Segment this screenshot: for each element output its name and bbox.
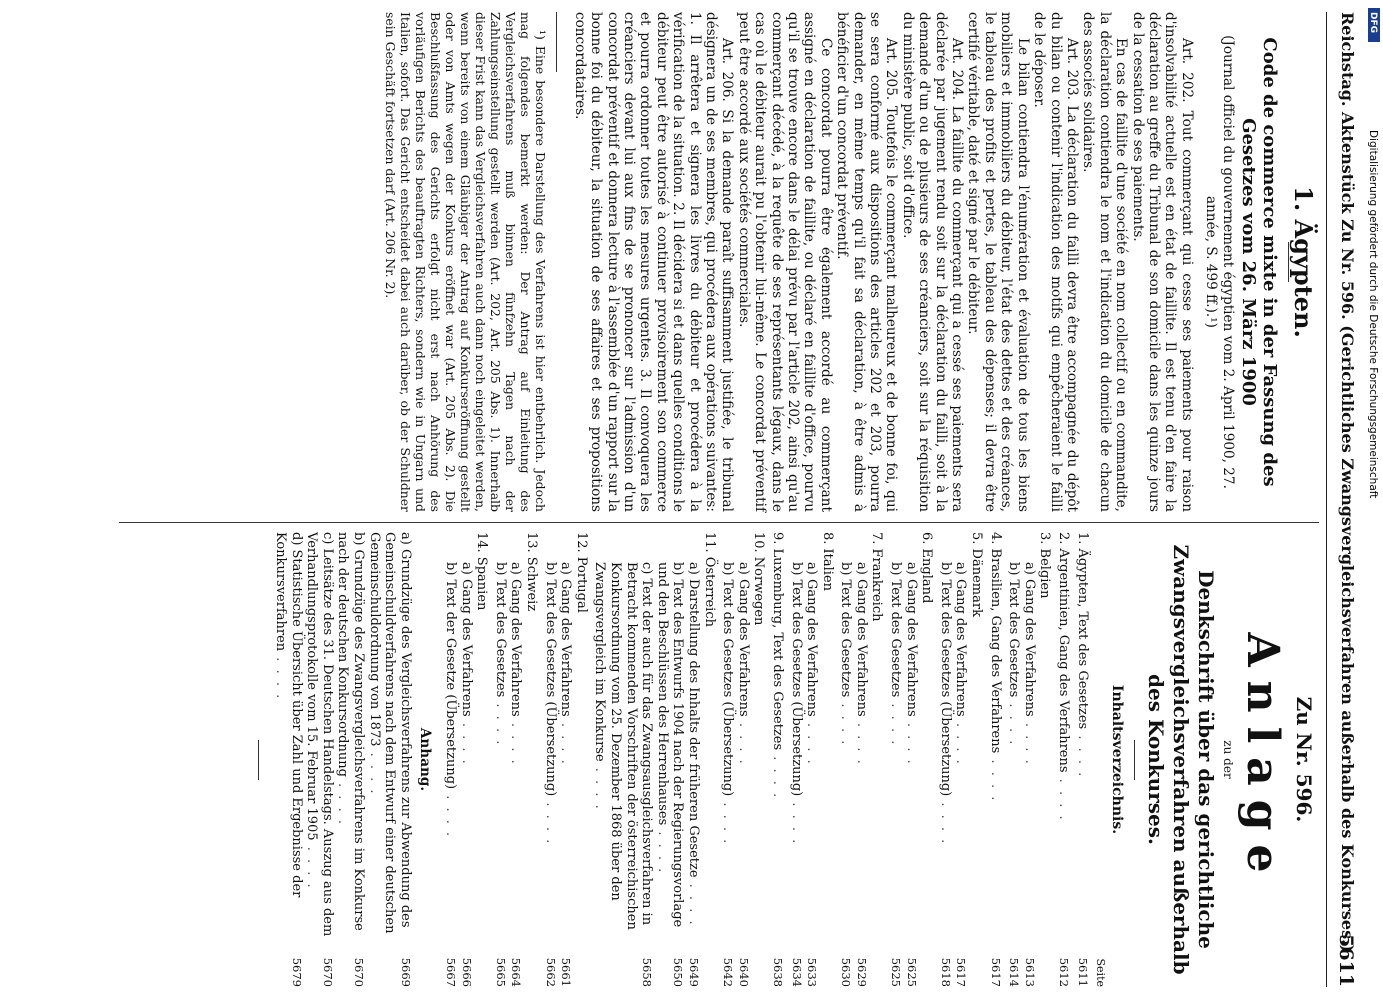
toc-entry	[751, 532, 767, 987]
anlage-title: Anlage	[1237, 632, 1289, 887]
paragraph-art-205: Art. 205. Toutefois le commerçant malheureux et de bonne foi, qui se sera conformé aux dispositions des articles 202 et 203, pourra demander, en même temps qu'il fait sa déclaration, à être admis à bénéficier d'un concordat préventif.	[834, 12, 900, 512]
toc-entry-label: a) Gang des Verfahrens	[1021, 562, 1037, 717]
anhang-list	[273, 532, 413, 987]
paragraph-art-202: Art. 202. Tout commerçant qui cesse ses paiements pour raison d'insolvabilité actuelle est en état de faillite. Il est tenu d'en faire la déclaration au greffe du Tribunal de son domicile dans les quinze jours de la cessation de ses paiements.	[1129, 12, 1195, 512]
digitization-note-text: Digitalisierung gefördert durch die Deutsche Forschungsgemeinschaft	[1367, 130, 1379, 499]
toc-entry-label: 12. Portugal	[573, 532, 589, 613]
toc-entry-label: b) Text des Gesetzes	[888, 562, 904, 698]
toc-entry-label: 9. Luxemburg, Text des Gesetzes	[769, 532, 785, 751]
toc-entry-label: b) Grundzüge des Zwangsvergleichsverfahrens im Konkurse nach der deutschen Konkursordnung	[335, 532, 367, 931]
toc-entry-label: b) Text des Entwurfs 1904 nach der Regierungsvorlage und den Beschlüssen des Herrenhauses	[654, 562, 686, 928]
toc-entry-label: a) Gang des Verfahrens	[903, 562, 919, 717]
toc-heading: Inhaltsverzeichnis.	[1108, 684, 1125, 835]
toc-entry-label: 14. Spanien	[474, 532, 490, 611]
toc-entry-label: b) Text des Gesetzes (Übersetzung)	[788, 562, 804, 797]
toc-leader-dots: . . . .	[1056, 772, 1072, 822]
code-title: Code de commerce mixte in der Fassung des Gesetzes vom 26. März 1900	[1237, 37, 1280, 487]
digitization-note	[1367, 130, 1381, 980]
toc-entry	[888, 532, 904, 987]
section-heading-egypt: 1. Ägypten.	[1289, 186, 1318, 338]
egypt-column	[383, 12, 1318, 512]
toc-entry	[573, 532, 589, 987]
toc-entry-page: 5665	[493, 957, 508, 987]
toc-entry-label: c) Text der auch für das Zwangsausgleichsverfahren in Betracht kommenden Vorschriften der österreichischen Konkursordnung vom 25. Dezember 1868 über den Zwangsvergleich im Konkurse	[592, 562, 655, 930]
toc-entry-page: 5679	[289, 957, 304, 987]
toc-entry	[523, 532, 539, 987]
toc-entry-label: 2. Argentinien, Gang des Verfahrens	[1056, 532, 1072, 773]
toc-leader-dots: . . . .	[838, 697, 854, 747]
toc-entry	[853, 532, 869, 987]
toc-entry	[685, 532, 701, 987]
toc-entry-label: a) Gang des Verfahrens	[953, 562, 969, 717]
toc-entry-label: b) Text des Gesetzes	[1006, 562, 1022, 698]
toc-entry	[1037, 532, 1053, 987]
toc-entry-label: b) Text des Gesetzes (Übersetzung)	[720, 562, 736, 797]
toc-entry-label: a) Gang des Verfahrens	[735, 562, 751, 717]
toc-leader-dots: . . . .	[1006, 697, 1022, 747]
toc-leader-dots: . . . .	[1021, 716, 1037, 766]
toc-entry-page: 5618	[938, 957, 953, 987]
toc-entry-label: 1. Ägypten, Text des Gesetzes	[1074, 532, 1090, 730]
toc-entry-label: b) Text der Gesetze (Übersetzung)	[443, 562, 459, 790]
paragraph-art-205-2: Ce concordat pourra être également accordé au commerçant assigné en déclaration de faillite, ou déclaré en faillite d'office, pourvu qu'il se trouve encore dans le délai prévu par l'article 202, ainsi qu'au commerçant décédé, à la requête de ses représentants légaux, dans le cas où le débiteur aurait pu l'obtenir lui-même. Le concordat préventif peut être accordé aux sociétés commerciales.	[735, 12, 834, 512]
toc-leader-dots: . . . .	[335, 776, 351, 826]
toc-leader-dots: . . . .	[720, 796, 736, 846]
anhang-heading: Anhang.	[417, 727, 434, 792]
dfg-logo	[1368, 8, 1380, 42]
toc-entry-label: c) Leitsätze des 31. Deutschen Handelstags. Auszug aus dem Verhandlungsprotokolle vom 15. Februar 1905	[304, 532, 335, 937]
toc-entry-page: 5650	[671, 957, 686, 987]
toc-entry	[508, 532, 524, 987]
zu-der: zu der	[1221, 740, 1236, 779]
zu-nr-heading: Zu Nr. 596.	[1292, 696, 1316, 823]
toc-entry-label: b) Text des Gesetzes	[492, 562, 508, 698]
toc-entry-page: 5664	[509, 957, 524, 987]
header-rule	[1326, 12, 1327, 987]
toc-entry-page: 5661	[559, 957, 574, 987]
toc-leader-dots: . . . .	[458, 716, 474, 766]
toc-entry-label: 10. Norwegen	[751, 532, 767, 626]
toc-entry-label: 5. Dänemark	[969, 532, 985, 617]
toc-entry	[769, 532, 785, 987]
toc-leader-dots: . . . .	[903, 716, 919, 766]
paragraph-art-202-2: En cas de faillite d'une société en nom collectif ou en commandite, la déclaration contiendra le nom et l'indication du domicile de chacun des associés solidaires.	[1080, 12, 1130, 512]
code-source: (Journal officiel du gouvernement égyptien vom 2. April 1900, 27. année, S. 499 ff.).¹)	[1203, 35, 1236, 489]
toc-entry-page: 5617	[954, 957, 969, 987]
short-rule	[1134, 740, 1135, 780]
toc-entry	[804, 532, 820, 987]
toc-entry	[701, 532, 717, 987]
toc-leader-dots: . . . .	[735, 716, 751, 766]
toc-entry	[968, 532, 984, 987]
toc-leader-dots: . . . .	[804, 716, 820, 766]
toc-entry	[654, 532, 685, 987]
toc-entry-page: 5612	[1057, 957, 1072, 987]
toc-entry	[735, 532, 751, 987]
toc-leader-dots: . . . .	[366, 746, 382, 796]
toc-seite-label: Seite	[1094, 958, 1108, 987]
toc-entry-page: 5634	[789, 957, 804, 987]
toc-entry-label: a) Gang des Verfahrens	[558, 562, 574, 717]
toc-entry-label: b) Text des Gesetzes (Übersetzung)	[937, 562, 953, 797]
toc-entry-page: 5625	[904, 957, 919, 987]
footnote: ¹) Eine besondere Darstellung des Verfahrens ist hier entbehrlich. Jedoch mag folgendes bemerkt werden: Der Antrag auf Einleitung des Vergleichsverfahrens muß binnen fünfzehn Tagen nach der Zahlungseinstellung gestellt werden (Art. 202, Art. 205 Abs. 1). Innerhalb dieser Frist kann das Vergleichsverfahren auch dann noch eingeleitet werden, wenn bereits von einem Gläubiger der Antrag auf Konkurseröffnung gestellt oder von Amts wegen der Konkurs eröffnet war (Art. 205 Abs. 2). Die Beschlußfassung des Gerichts erfolgt nicht erst nach Anhörung des vorläufigen Berichts des beauftragten Richters, sondern wie in Ungarn und Italien, sofort. Das Gericht entscheidet dabei auch darüber, ob der Schuldner sein Geschäft fortsetzen darf (Art. 206 Nr. 2).	[383, 12, 549, 512]
toc-entry-page: 5666	[459, 957, 474, 987]
toc-entry-page: 5670	[352, 957, 367, 987]
toc-entry-label: 6. England	[919, 532, 935, 604]
rotated-document-page	[63, 12, 1363, 987]
toc-entry-label: 11. Österreich	[701, 532, 717, 627]
toc-entry	[953, 532, 969, 987]
toc-entry	[819, 532, 835, 987]
toc-leader-dots: . . . .	[888, 697, 904, 747]
paragraph-art-203: Art. 203. La déclaration du failli devra être accompagnée du dépôt du bilan ou contenir l'indication des motifs qui empêcheraient le failli de le déposer.	[1031, 12, 1080, 512]
toc-entry	[919, 532, 935, 987]
toc-entry-page: 5638	[770, 957, 785, 987]
toc-leader-dots: . . . .	[542, 796, 558, 846]
toc-entry	[788, 532, 804, 987]
toc-entry	[987, 532, 1003, 987]
toc-leader-dots: . . . .	[443, 789, 459, 839]
toc-entry	[442, 532, 458, 987]
toc-entry	[720, 532, 736, 987]
toc-entry-page: 5613	[1022, 957, 1037, 987]
toc-entry	[492, 532, 508, 987]
toc-leader-dots: . . . .	[788, 796, 804, 846]
toc-entry	[273, 532, 304, 987]
toc-entry	[1074, 532, 1090, 987]
page-number: 5611	[1335, 934, 1357, 987]
toc-leader-dots: . . . .	[492, 697, 508, 747]
toc-entry-page: 5642	[721, 957, 736, 987]
toc-entry-page: 5658	[640, 957, 655, 987]
toc-leader-dots: . . . .	[853, 716, 869, 766]
denkschrift-title: Denkschrift über das gerichtliche Zwangsvergleichsverfahren außerhalb des Konkurses.	[1143, 544, 1218, 975]
column-divider	[119, 522, 1319, 523]
anlage-column	[258, 532, 1315, 987]
toc-entry	[838, 532, 854, 987]
paragraph-art-203-2: Le bilan contiendra l'énumération et évaluation de tous les biens mobiliers et immobiliers du débiteur, l'état des dettes et des créances, le tableau des profits et pertes, le tableau des dépenses; il devra être certifié véritable, daté et signé par le débiteur.	[965, 12, 1031, 512]
toc-entry-label: 13. Schweiz	[524, 532, 540, 612]
toc-leader-dots: . . . .	[508, 716, 524, 766]
toc-entry-label: 8. Italien	[819, 532, 835, 592]
toc-entry	[1021, 532, 1037, 987]
running-header-title: Reichstag. Aktenstück Zu Nr. 596. (Gerichtliches Zwangsvergleichsverfahren außerhalb des Konkurses.)	[1338, 12, 1357, 953]
toc-entry-label: a) Gang des Verfahrens	[804, 562, 820, 717]
toc-entry-label: b) Text des Gesetzes (Übersetzung)	[542, 562, 558, 797]
toc-entry-label: a) Gang des Verfahrens	[458, 562, 474, 717]
toc-entry	[542, 532, 558, 987]
toc-entry	[335, 532, 366, 987]
toc-entry-page: 5629	[854, 957, 869, 987]
toc-entry-label: b) Text des Gesetzes	[838, 562, 854, 698]
footnote-rule	[556, 12, 557, 72]
toc-entry-page: 5617	[988, 957, 1003, 987]
toc-entry	[366, 532, 413, 987]
toc-entry-label: 4. Brasilien, Gang des Verfahrens	[987, 532, 1003, 754]
toc-entry	[304, 532, 335, 987]
toc-entry-page: 5670	[320, 957, 335, 987]
toc-entry	[869, 532, 885, 987]
toc-entry-page: 5640	[736, 957, 751, 987]
toc-leader-dots: . . . .	[304, 840, 320, 890]
toc-entry	[1006, 532, 1022, 987]
toc-leader-dots: . . . .	[558, 716, 574, 766]
end-rule	[258, 740, 259, 780]
toc-leader-dots: . . . .	[937, 796, 953, 846]
toc-entry-label: d) Statistische Übersicht über Zahl und Ergebnisse der Konkursverfahren	[273, 532, 304, 898]
toc-entry	[474, 532, 490, 987]
toc-entry-label: a) Grundzüge des Vergleichsverfahrens zur Abwendung des Gemeinschuldverfahrens nach dem Entwurf einer deutschen Gemeinschuldordnung von 1873	[366, 532, 413, 934]
toc-entry	[903, 532, 919, 987]
paragraph-art-204: Art. 204. La faillite du commerçant qui a cessé ses paiements sera déclarée par jugement rendu soit sur la déclaration du failli, soit à la demande d'un ou de plusieurs de ses créanciers, soit sur la réquisition du ministère public, soit d'office.	[899, 12, 966, 512]
toc-entry-label: a) Gang des Verfahrens	[508, 562, 524, 717]
toc-entry-page: 5611	[1075, 957, 1090, 987]
table-of-contents	[442, 532, 1089, 987]
toc-entry-label: a) Darstellung des Inhalts der früheren Gesetze	[685, 562, 701, 878]
toc-leader-dots: . . . .	[987, 753, 1003, 803]
toc-entry	[592, 532, 654, 987]
dfg-logo-text: DFG	[1368, 12, 1378, 34]
toc-entry-page: 5669	[398, 957, 413, 987]
toc-entry-label: a) Gang des Verfahrens	[853, 562, 869, 717]
toc-leader-dots: . . . .	[592, 761, 608, 811]
toc-leader-dots: . . . .	[1074, 729, 1090, 779]
toc-leader-dots: . . . .	[769, 750, 785, 800]
toc-entry	[1055, 532, 1071, 987]
toc-leader-dots: . . . .	[273, 651, 289, 701]
toc-entry-page: 5649	[686, 957, 701, 987]
toc-entry-page: 5614	[1007, 957, 1022, 987]
toc-entry-page: 5625	[889, 957, 904, 987]
paragraph-art-206: Art. 206. Si la demande paraît suffisamment justifiée, le tribunal désignera un de ses membres, qui procédera aux opérations suivantes: 1. Il arrêtera et signera les livres du débiteur et procédera à la vérification de la situation. 2. Il décidera si et dans quelles conditions le débiteur peut être autorisé à continuer provisoirement son commerce et pourra ordonner toutes les mesures urgentes. 3. Il convoquera les créanciers devant lui aux fins de se prononcer sur l'admission d'un concordat préventif et donnera lecture à l'assemblée d'un rapport sur la bonne foi du débiteur, la situation de ses affaires et ses propositions concordataires.	[571, 12, 736, 512]
toc-entry	[458, 532, 474, 987]
toc-entry-page: 5662	[543, 957, 558, 987]
toc-entry-page: 5633	[805, 957, 820, 987]
toc-leader-dots: . . . .	[953, 716, 969, 766]
toc-entry-label: 7. Frankreich	[869, 532, 885, 622]
toc-entry-page: 5667	[444, 957, 459, 987]
toc-entry-label: 3. Belgien	[1037, 532, 1053, 599]
toc-leader-dots: . . . .	[654, 825, 670, 875]
toc-leader-dots: . . . .	[685, 877, 701, 927]
toc-entry	[937, 532, 953, 987]
running-header	[1329, 12, 1363, 987]
toc-entry	[558, 532, 574, 987]
toc-entry-page: 5630	[839, 957, 854, 987]
